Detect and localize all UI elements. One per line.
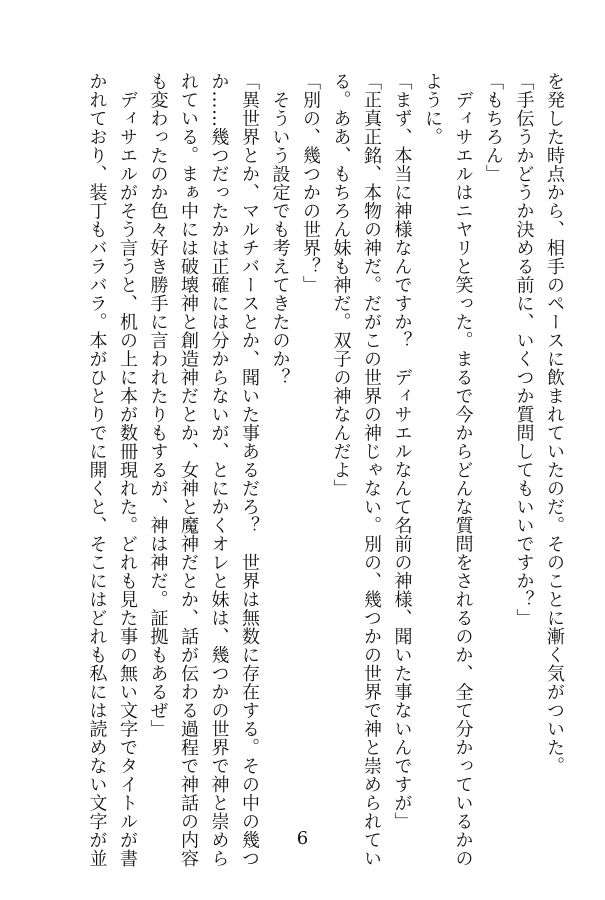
text-line: 「別の、幾つかの世界？」	[300, 72, 321, 294]
text-line: る。ああ、もちろん妹も神だ。双子の神なんだよ」	[330, 72, 352, 498]
text-line: ディサエルはニヤリと笑った。まるで今からどんな質問をされるのか、全て分かっているかの	[452, 72, 474, 868]
text-line: ディサエルがそう言うと、机の上に本が数冊現れた。どれも見た事の無い文字でタイトルが書	[117, 72, 138, 868]
text-line: 「正真正銘、本物の神だ。だがこの世界の神じゃない。別の、幾つかの世界で神と崇められてい	[361, 72, 382, 868]
text-line: も変わったのか色々好き勝手に言われたりもするが、神は神だ。証拠もあるぜ」	[147, 72, 169, 738]
vertical-text-body	[81, 72, 569, 868]
page-number: 6	[296, 828, 309, 849]
text-line: ように。	[422, 72, 443, 146]
text-line: そういう設定でも考えてきたのか？	[269, 72, 291, 387]
text-line: 「もちろん」	[483, 72, 504, 183]
text-line: か……幾つだったかは正確には分からないが、とにかくオレと妹は、幾つかの世界で神と崇めら	[208, 72, 230, 868]
text-line: かれており、装丁もバラバラ。本がひとりでに開くと、そこにはどれも私には読めない文字が並	[86, 72, 108, 868]
text-line: れている。まぁ中には破壊神と創造神だとか、女神と魔神だとか、話が伝わる過程で神話の内容	[178, 72, 199, 868]
text-line: を発した時点から、相手のペースに飲まれていたのだ。そのことに漸く気がついた。	[544, 72, 565, 775]
text-line: 「異世界とか、マルチバースとか、聞いた事あるだろ？ 世界は無数に存在する。その中の幾つ	[239, 72, 260, 868]
text-line: 「まず、本当に神様なんですか？ ディサエルなんて名前の神様、聞いた事ないんですが」	[391, 72, 413, 831]
text-line: 「手伝うかどうか決める前に、いくつか質問してもいいですか？」	[513, 72, 535, 627]
